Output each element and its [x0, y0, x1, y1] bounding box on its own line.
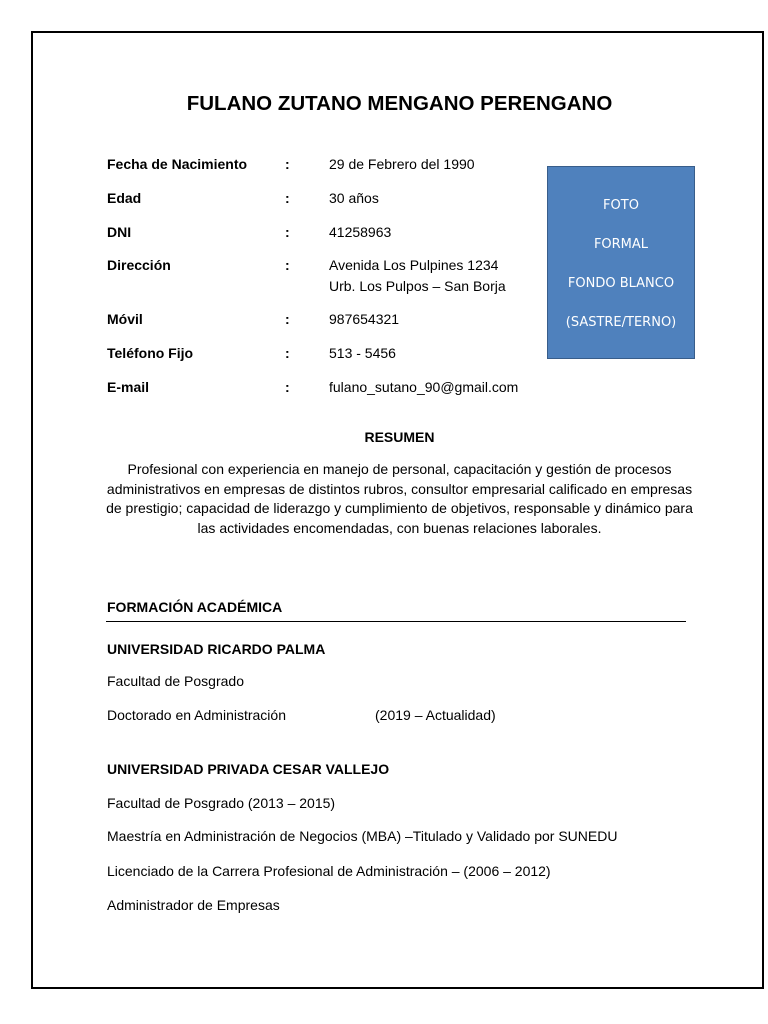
education-heading: FORMACIÓN ACADÉMICA [107, 599, 283, 615]
faculty-text: Facultad de Posgrado [107, 673, 244, 689]
resume-name-title: FULANO ZUTANO MENGANO PERENGANO [186, 92, 613, 115]
value-dni: 41258963 [329, 224, 392, 240]
value-landline: 513 - 5456 [329, 345, 396, 361]
separator: : [285, 311, 290, 327]
photo-placeholder [547, 166, 695, 359]
summary-heading: RESUMEN [364, 429, 435, 445]
resume-page [31, 31, 764, 989]
degree-period: (2019 – Actualidad) [375, 707, 496, 723]
section-divider [106, 621, 686, 622]
separator: : [285, 156, 290, 172]
photo-text-line: FORMAL [593, 237, 649, 252]
separator: : [285, 345, 290, 361]
label-email: E-mail [107, 379, 150, 395]
value-mobile: 987654321 [329, 311, 400, 327]
value-birth-date: 29 de Febrero del 1990 [329, 156, 475, 172]
label-age: Edad [107, 190, 142, 206]
education-line: Licenciado de la Carrera Profesional de Administración – (2006 – 2012) [107, 863, 551, 879]
value-address-line1: Avenida Los Pulpines 1234 [329, 257, 499, 273]
degree-text: Doctorado en Administración [107, 707, 286, 723]
university-name: UNIVERSIDAD PRIVADA CESAR VALLEJO [107, 761, 390, 777]
education-line: Maestría en Administración de Negocios (MBA) –Titulado y Validado por SUNEDU [107, 828, 618, 844]
education-line: Facultad de Posgrado (2013 – 2015) [107, 795, 336, 811]
photo-text-line: FOTO [603, 198, 639, 213]
separator: : [285, 257, 290, 273]
summary-text: Profesional con experiencia en manejo de personal, capacitación y gestión de procesos administrativos en empresas de distintos rubros, consultor empresarial calificado en empresas de prestigio; capacidad de liderazgo y cumplimiento de objetivos, responsable y dinámico para las actividades encomendadas, con buenas relaciones laborales. [106, 461, 693, 536]
label-mobile: Móvil [107, 311, 143, 327]
separator: : [285, 224, 290, 240]
photo-text-line: FONDO BLANCO [567, 276, 675, 291]
label-dni: DNI [107, 224, 132, 240]
value-age: 30 años [329, 190, 379, 206]
label-address: Dirección [107, 257, 171, 273]
value-address-line2: Urb. Los Pulpos – San Borja [329, 278, 506, 294]
education-line: Administrador de Empresas [107, 897, 280, 913]
label-birth-date: Fecha de Nacimiento [107, 156, 248, 172]
value-email: fulano_sutano_90@gmail.com [329, 379, 519, 395]
university-name: UNIVERSIDAD RICARDO PALMA [107, 641, 326, 657]
photo-text-line: (SASTRE/TERNO) [565, 315, 677, 330]
separator: : [285, 379, 290, 395]
label-landline: Teléfono Fijo [107, 345, 194, 361]
separator: : [285, 190, 290, 206]
